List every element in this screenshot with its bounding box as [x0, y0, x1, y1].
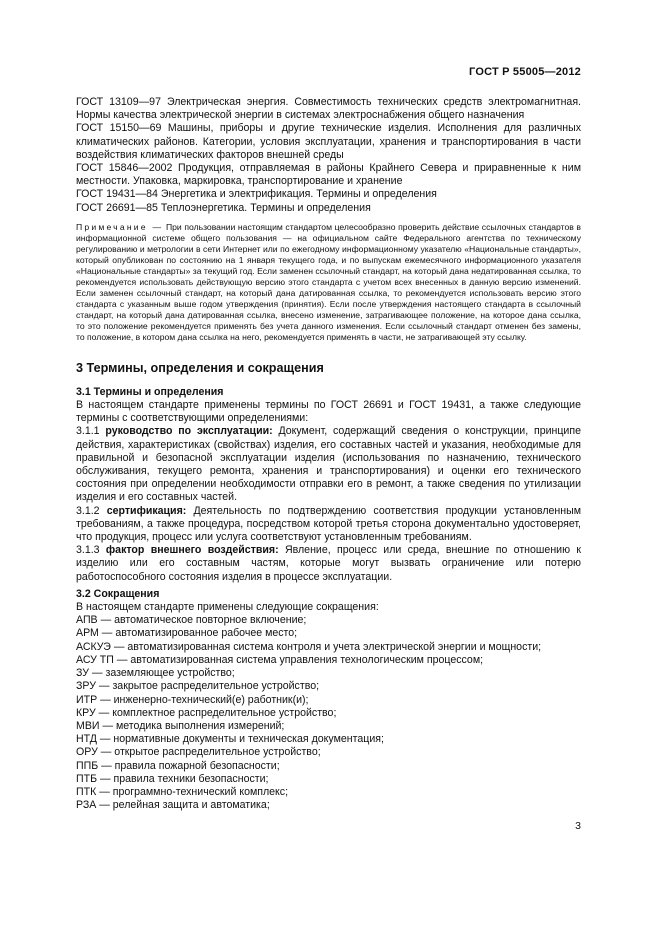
- reference-note: [76, 222, 581, 343]
- term-number: 3.1.3: [76, 544, 106, 557]
- subsection-title: 3.2 Сокращения: [76, 587, 160, 600]
- reference-item: ГОСТ 19431—84 Энергетика и электрификация. Термины и определения: [76, 188, 437, 201]
- terms-intro: В настоящем стандарте применены термины по ГОСТ 26691 и ГОСТ 19431, а также следующие термины с соответствующими определениями:: [76, 399, 581, 425]
- term-entry: [76, 544, 581, 584]
- term-entry: [76, 505, 581, 545]
- reference-item: ГОСТ 26691—85 Теплоэнергетика. Термины и определения: [76, 201, 371, 214]
- document-code: ГОСТ Р 55005—2012: [469, 66, 581, 78]
- term-name: сертификация:: [106, 504, 187, 517]
- abbreviation-item: АСКУЭ — автоматизированная система контроля и учета электрической энергии и мощности;: [76, 640, 542, 653]
- page-number: 3: [575, 820, 581, 832]
- term-name: руководство по эксплуатации:: [105, 425, 273, 438]
- note-lead: Примечание —: [76, 221, 164, 232]
- abbreviation-item: ПТК — программно-технический комплекс;: [76, 785, 289, 798]
- section-title: 3 Термины, определения и сокращения: [76, 360, 324, 375]
- abbreviation-item: КРУ — комплектное распределительное устройство;: [76, 706, 337, 719]
- term-number: 3.1.1: [76, 425, 106, 438]
- abbreviation-item: ППБ — правила пожарной безопасности;: [76, 759, 280, 772]
- normative-references: [76, 96, 581, 215]
- abbreviation-item: АСУ ТП — автоматизированная система управления технологическим процессом;: [76, 653, 484, 666]
- subsection-title: 3.1 Термины и определения: [76, 385, 224, 398]
- abbreviation-item: ПТБ — правила техники безопасности;: [76, 772, 269, 785]
- abbreviation-list: [76, 614, 581, 812]
- abbreviations-intro: В настоящем стандарте применены следующие сокращения:: [76, 601, 379, 614]
- reference-item: ГОСТ 13109—97 Электрическая энергия. Совместимость технических средств электромагнитная. Нормы качества электрической энергии в системах электроснабжения общего назначения: [76, 96, 581, 122]
- abbreviation-item: ОРУ — открытое распределительное устройство;: [76, 746, 321, 759]
- abbreviation-item: РЗА — релейная защита и автоматика;: [76, 799, 270, 812]
- abbreviation-item: НТД — нормативные документы и техническая документация;: [76, 733, 384, 746]
- reference-item: ГОСТ 15846—2002 Продукция, отправляемая в районы Крайнего Севера и приравненные к ним местности. Упаковка, маркировка, транспортирование и хранение: [76, 162, 581, 188]
- abbreviation-item: ЗУ — заземляющее устройство;: [76, 667, 235, 680]
- abbreviation-item: ИТР — инженерно-технический(е) работник(и);: [76, 693, 309, 706]
- abbreviation-item: АРМ — автоматизированное рабочее место;: [76, 627, 298, 640]
- term-definition: Деятельность по подтверждению соответствия продукции установленным требованиям, а также процедура, посредством которой третья сторона документально удостоверяет, что продукция, процесс или услуга соответствуют установленным требованиям.: [76, 504, 581, 544]
- term-definition: Явление, процесс или среда, внешние по отношению к изделию или его составным частям, которые могут вызвать ограничение или потерю работоспособного состояния изделия в процессе эксплуатации.: [76, 544, 582, 583]
- reference-item: ГОСТ 15150—69 Машины, приборы и другие технические изделия. Исполнения для различных климатических районов. Категории, условия эксплуатации, хранения и транспортирования в части воздействия климатических факторов внешней среды: [76, 122, 581, 161]
- term-definition: Документ, содержащий сведения о конструкции, принципе действия, характеристиках (свойствах) изделия, его составных частей и указания, необходимые для правильной и безопасной эксплуатации изделия (использования по назначению, технического обслуживания, текущего ремонта, хранения и транспортирования) и оценки его технического состояния при определении необходимости отправки его в ремонт, а также сведения по утилизации изделия и его составных частей.: [76, 425, 581, 504]
- abbreviation-item: МВИ — методика выполнения измерений;: [76, 719, 285, 732]
- term-name: фактор внешнего воздействия:: [105, 544, 279, 557]
- abbreviation-item: АПВ — автоматическое повторное включение;: [76, 614, 307, 627]
- note-text: При пользовании настоящим стандартом целесообразно проверить действие ссылочных стандартов в информационной системе общего пользования — на официальном сайте Федерального агентства по техническому регулированию и метрологии в сети Интернет или по ежегодному информационному указателю «Национальные стандарты», который опубликован по состоянию на 1 января текущего года, и по выпускам ежемесячного информационного указателя «Национальные стандарты» за текущий год. Если заменен ссылочный стандарт, на который дана недатированная ссылка, то рекомендуется использовать действующую версию этого стандарта с учетом всех внесенных в данную версию изменений. Если заменен ссылочный стандарт, на который дана датированная ссылка, то рекомендуется использовать версию этого стандарта с указанным выше годом утверждения (принятия). Если после утверждения настоящего стандарта в ссылочный стандарт, на который дана датированная ссылка, внесено изменение, затрагивающее положение, на которое дана ссылка, то это положение рекомендуется применять без учета данного изменения. Если ссылочный стандарт отменен без замены, то положение, в котором дана ссылка на него, рекомендуется применять в части, не затрагивающей эту ссылку.: [76, 221, 581, 342]
- term-number: 3.1.2: [76, 504, 107, 517]
- document-body: [76, 96, 581, 812]
- term-entry: [76, 425, 581, 504]
- abbreviation-item: ЗРУ — закрытое распределительное устройство;: [76, 680, 320, 693]
